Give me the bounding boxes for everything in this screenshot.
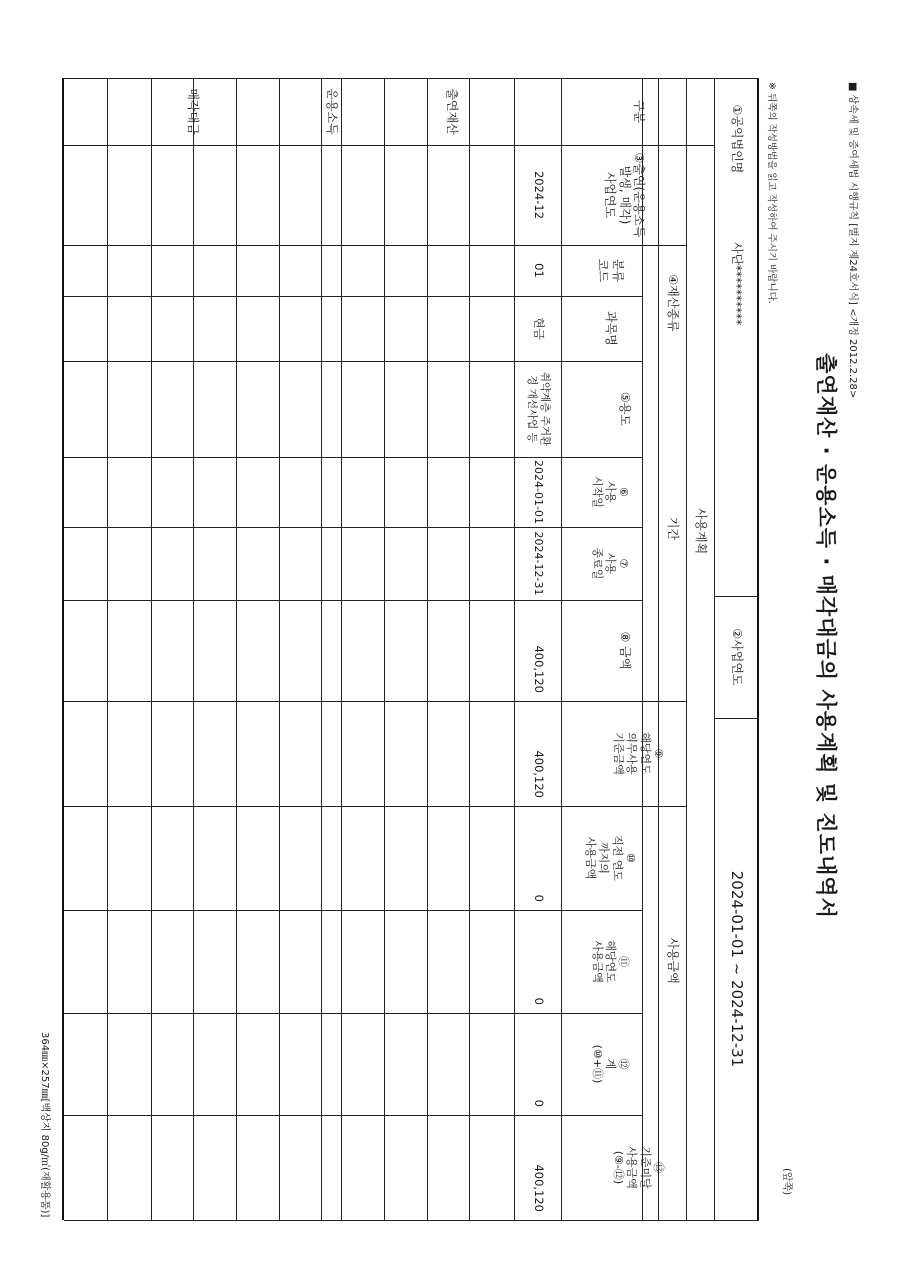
header-shortfall: ⑬ 기준미달 사용금액 (⑨-⑫) bbox=[612, 1146, 665, 1189]
section-donated-assets: 출연재산 bbox=[445, 88, 460, 135]
cell-account: 현금 bbox=[532, 317, 547, 340]
form-title: 출연재산 · 운용소득 · 매각대금의 사용계획 및 진도내역서 bbox=[814, 353, 838, 919]
header-used-amount: 사용금액 bbox=[666, 937, 681, 984]
header-usage-plan: 사용계획 bbox=[694, 507, 709, 555]
header-class-code: 분류 코드 bbox=[596, 258, 625, 283]
cell-start-date: 2024-01-01 bbox=[532, 460, 546, 524]
cell-shortfall: 400,120 bbox=[532, 1164, 547, 1212]
cell-total-used: 0 bbox=[532, 1099, 547, 1107]
cell-code: 01 bbox=[532, 263, 547, 278]
org-name-label: ①공익법인명 bbox=[730, 104, 745, 174]
section-sale-proceeds: 매각대금 bbox=[186, 88, 201, 135]
header-amount: ⑧ 금액 bbox=[617, 631, 632, 670]
cell-prior-used: 0 bbox=[532, 894, 547, 902]
cell-amount: 400,120 bbox=[532, 645, 547, 693]
header-purpose: ⑤용도 bbox=[617, 392, 632, 426]
header-prior-used: ⑩ 직전 연도 까지의 사용금액 bbox=[584, 834, 637, 881]
fiscal-year-label: ②사업연도 bbox=[730, 628, 745, 686]
paper-spec: 364㎜×257㎜[백상지 80g/㎡(재활용품)] bbox=[39, 1032, 50, 1218]
header-asset-type: ④재산종류 bbox=[666, 274, 681, 332]
header-current-used: ⑪ 해당연도 사용금액 bbox=[590, 940, 631, 983]
header-required-amount: ⑨ 해당연도 의무사용 기준금액 bbox=[612, 732, 665, 775]
cell-purpose: 취약계층 주거환 경 개선사업 등 bbox=[526, 371, 552, 447]
page-side: (앞쪽) bbox=[781, 1168, 792, 1196]
org-name-value: 사단********** bbox=[730, 242, 745, 326]
header-contribution-year: ③출연(운용소득 발생, 매각) 사업연도 bbox=[603, 152, 647, 238]
fiscal-year-value: 2024-01-01 ~ 2024-12-31 bbox=[728, 870, 746, 1068]
header-total-used: ⑫ 계 (⑩+⑪) bbox=[590, 1044, 631, 1084]
section-operating-income: 운용소득 bbox=[325, 88, 340, 135]
cell-current-used: 0 bbox=[532, 997, 547, 1005]
header-end-date: ⑦ 사용 종료일 bbox=[590, 547, 631, 580]
header-period: 기간 bbox=[666, 516, 681, 541]
cell-year: 2024-12 bbox=[532, 170, 547, 220]
cell-required: 400,120 bbox=[532, 750, 547, 798]
cell-end-date: 2024-12-31 bbox=[532, 531, 546, 596]
header-start-date: ⑥ 사용 시작일 bbox=[590, 476, 631, 508]
instruction-note: ※ 뒤쪽의 작성방법을 읽고 작성하여 주시기 바랍니다. bbox=[766, 82, 777, 304]
header-account-name: 과목명 bbox=[603, 311, 618, 346]
header-category: 구분 bbox=[631, 99, 646, 124]
law-reference: ■ 상속세 및 증여세법 시행규칙 [별지 제24호서식] <개정 2012.2.28> bbox=[847, 82, 858, 399]
